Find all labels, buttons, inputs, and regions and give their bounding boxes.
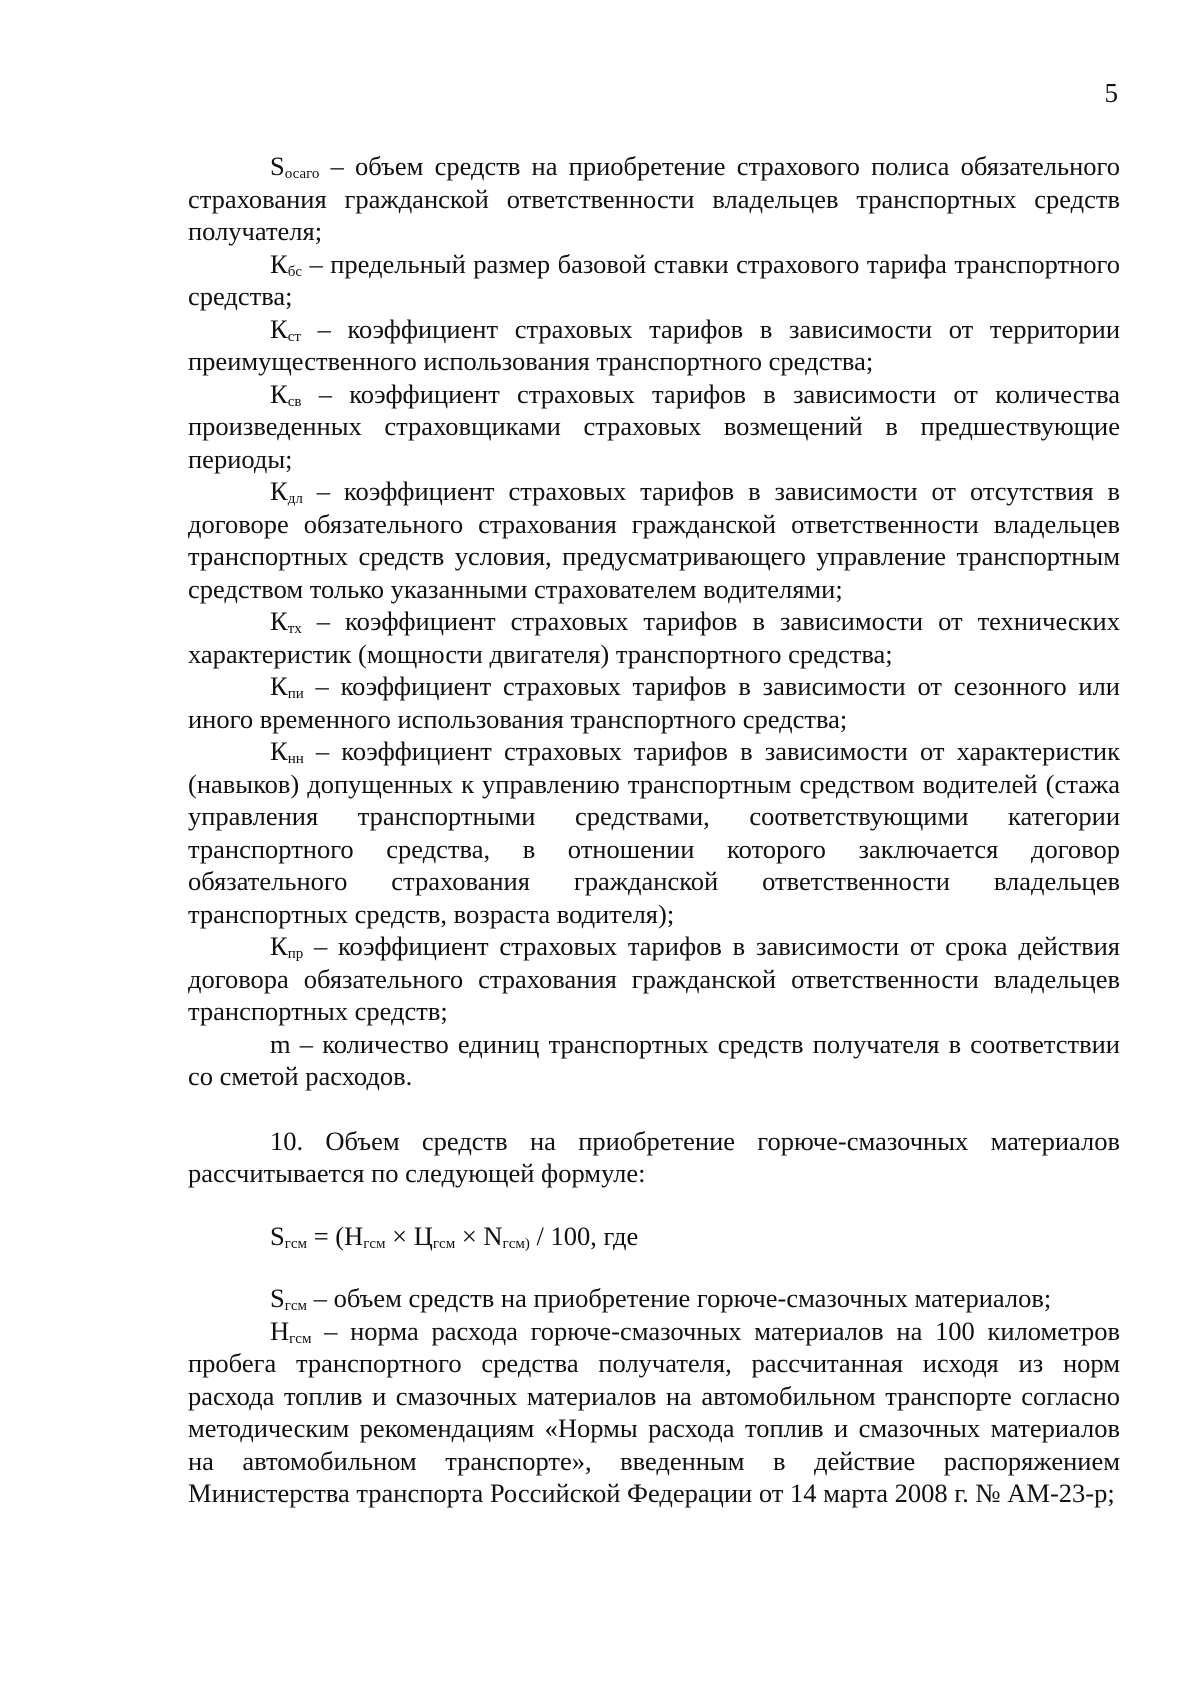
definition-s-osago [188,150,1120,248]
definition-k-sv [188,378,1120,476]
formula-subscript: гсм [284,1235,308,1252]
definition-k-dl [188,475,1120,605]
definition-text: – коэффициент страховых тарифов в зависимости от технических характеристик (мощности двигателя) транспортного средства; [188,606,1120,669]
definition-text: – коэффициент страховых тарифов в зависимости от территории преимущественного использования транспортного средства; [188,313,1120,376]
definition-symbol: К [270,931,288,961]
definition-subscript: пи [287,686,304,702]
definition-symbol: К [270,606,288,636]
definition-symbol: Н [270,1315,290,1346]
definition-subscript: дл [287,491,303,507]
definition-k-st [188,313,1120,378]
formula-times: × N [455,1220,503,1251]
definition-k-pr [188,930,1120,1028]
formula-eq-open: = (Н [307,1220,364,1251]
definition-text: – коэффициент страховых тарифов в зависимости от количества произведенных страховщиками страховых возмещений в предшествующие периоды; [188,378,1120,474]
page-number: 5 [1104,78,1118,108]
definition-s-gsm [188,1282,1120,1315]
definition-text: – объем средств на приобретение страхового полиса обязательного страхования гражданской ответственности владельцев транспортных средств получателя; [188,151,1120,246]
definition-subscript: нн [287,751,304,767]
definition-text: – коэффициент страховых тарифов в зависимости от сезонного или иного временного использования транспортного средства; [188,671,1120,734]
document-body [188,150,1120,1510]
definition-symbol: m [270,1028,291,1059]
definition-symbol: S [270,1283,285,1313]
definition-subscript: св [287,393,302,410]
definition-text: – коэффициент страховых тарифов в зависимости от характеристик (навыков) допущенных к управлению транспортным средством водителей (стажа управления транспортными средствами, соответствующими категории транспортного средства, в отношении которого заключается договор обязательного страхования гражданской ответственности владельцев транспортных средств, возраста водителя); [188,736,1120,929]
formula-subscript: гсм) [502,1235,530,1252]
definition-symbol: S [270,151,285,181]
formula-subscript: гсм [363,1235,386,1252]
definition-subscript: гсм [289,1330,312,1347]
definition-symbol: К [270,313,288,344]
definition-h-gsm [188,1315,1120,1510]
definition-text: – коэффициент страховых тарифов в зависимости от отсутствия в договоре обязательного страхования гражданской ответственности владельцев транспортных средств условия, предусматривающего управление транспортным средством только указанными страхователем водителями; [188,476,1120,604]
definition-subscript: гсм [284,1298,308,1314]
definition-symbol: К [270,736,288,766]
definition-symbol: К [270,476,288,506]
gsm-formula [188,1220,1120,1253]
definition-subscript: ст [287,328,301,345]
formula-tail: / 100, где [529,1220,639,1251]
formula-subscript: гсм [432,1235,456,1252]
definition-k-tx [188,605,1120,670]
definition-m [188,1028,1120,1093]
definition-subscript: осаго [284,166,320,182]
definition-text: – объем средств на приобретение горюче-смазочных материалов; [307,1283,1052,1313]
formula-times: × Ц [385,1220,433,1251]
definition-symbol: К [270,671,288,701]
definition-k-bs [188,248,1120,313]
section-10-intro: 10. Объем средств на приобретение горюче-смазочных материалов рассчитывается по следующей формуле: [188,1125,1120,1188]
definition-subscript: бс [287,263,302,280]
definition-k-nn [188,735,1120,930]
definition-k-pi [188,670,1120,735]
definition-subscript: тх [287,621,302,637]
definition-text: – норма расхода горюче-смазочных материалов на 100 километров пробега транспортного средства получателя, рассчитанная исходя из норм расхода топлив и смазочных материалов на автомобильном транспорте согласно методическим рекомендациям «Нормы расхода топлив и смазочных материалов на автомобильном транспорте», введенным в действие распоряжением Министерства транспорта Российской Федерации от 14 марта 2008 г. № АМ-23-р; [188,1315,1120,1508]
definition-symbol: К [270,378,288,409]
definition-subscript: пр [287,946,304,962]
definition-symbol: К [270,248,288,279]
definition-text: – коэффициент страховых тарифов в зависимости от срока действия договора обязательного страхования гражданской ответственности владельцев транспортных средств; [188,931,1120,1026]
definition-text: – предельный размер базовой ставки страхового тарифа транспортного средства; [188,248,1120,311]
formula-s: S [270,1220,285,1251]
definition-text: – количество единиц транспортных средств получателя в соответствии со сметой расходов. [188,1028,1120,1091]
